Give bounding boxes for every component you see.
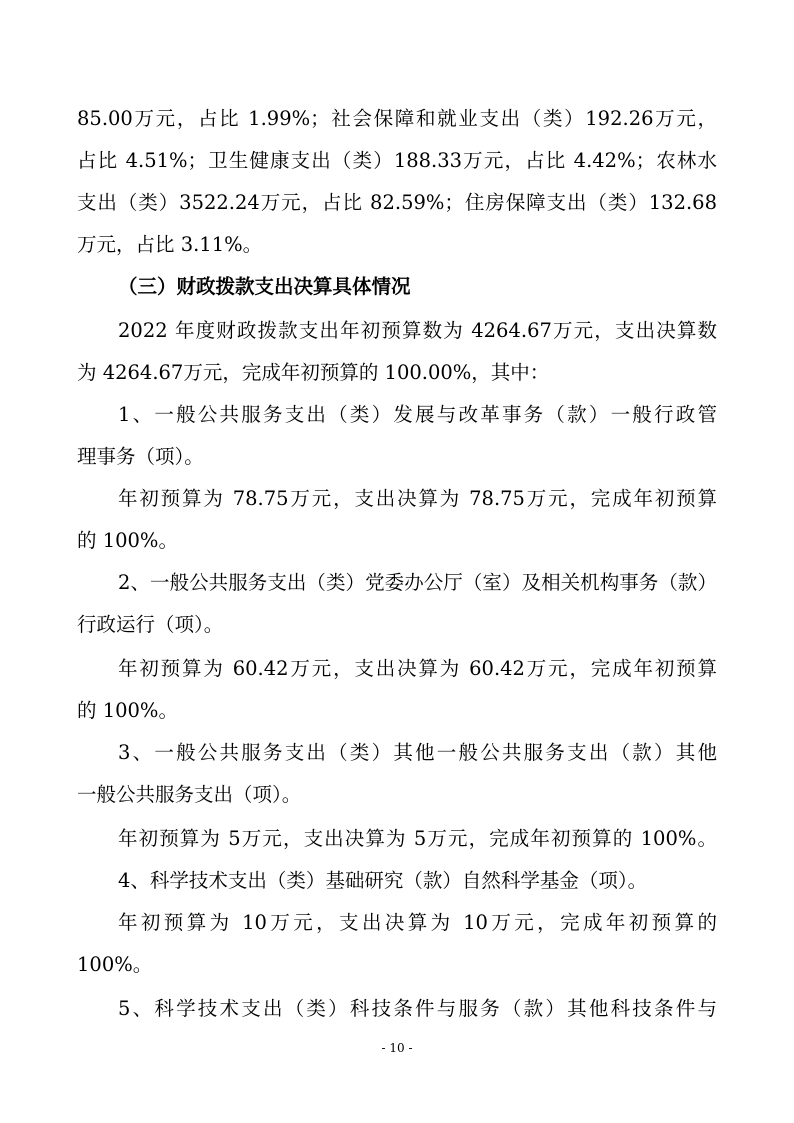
list-item-title: 行政运行（项）。 [77, 613, 224, 636]
paragraph-line: 85.00万元，占比 1.99%；社会保障和就业支出（类）192.26万元， [77, 107, 717, 130]
paragraph-line: 2022 年度财政拨款支出年初预算数为 4264.67万元，支出决算数 [118, 319, 717, 342]
list-item-title: 理事务（项）。 [77, 445, 204, 468]
paragraph-line: 为 4264.67万元，完成年初预算的 100.00%，其中： [77, 361, 550, 384]
list-item-title: 1、一般公共服务支出（类）发展与改革事务（款）一般行政管 [118, 403, 717, 426]
paragraph-line: 的 100%。 [77, 529, 178, 552]
list-item-title: 5、科学技术支出（类）科技条件与服务（款）其他科技条件与 [118, 997, 717, 1020]
section-heading: （三）财政拨款支出决算具体情况 [118, 275, 411, 298]
list-item-title: 2、一般公共服务支出（类）党委办公厅（室）及相关机构事务（款） [118, 571, 717, 594]
paragraph-line: 年初预算为 60.42万元，支出决算为 60.42万元，完成年初预算 [118, 657, 717, 680]
list-item-title: 4、科学技术支出（类）基础研究（款）自然科学基金（项）。 [118, 869, 648, 892]
paragraph-line: 年初预算为 10万元，支出决算为 10万元，完成年初预算的 [118, 911, 717, 934]
paragraph-line: 万元，占比 3.11%。 [77, 233, 263, 256]
paragraph-line: 年初预算为 78.75万元，支出决算为 78.75万元，完成年初预算 [118, 487, 717, 510]
paragraph-line: 年初预算为 5万元，支出决算为 5万元，完成年初预算的 100%。 [118, 827, 717, 850]
paragraph-line: 的 100%。 [77, 699, 178, 722]
page-number: - 10 - [381, 1041, 413, 1055]
paragraph-line: 支出（类）3522.24万元，占比 82.59%；住房保障支出（类）132.68 [77, 191, 717, 214]
list-item-title: 一般公共服务支出（项）。 [77, 783, 302, 806]
list-item-title: 3、一般公共服务支出（类）其他一般公共服务支出（款）其他 [118, 741, 717, 764]
paragraph-line: 100%。 [77, 953, 153, 976]
paragraph-line: 占比 4.51%；卫生健康支出（类）188.33万元，占比 4.42%；农林水 [77, 149, 717, 172]
